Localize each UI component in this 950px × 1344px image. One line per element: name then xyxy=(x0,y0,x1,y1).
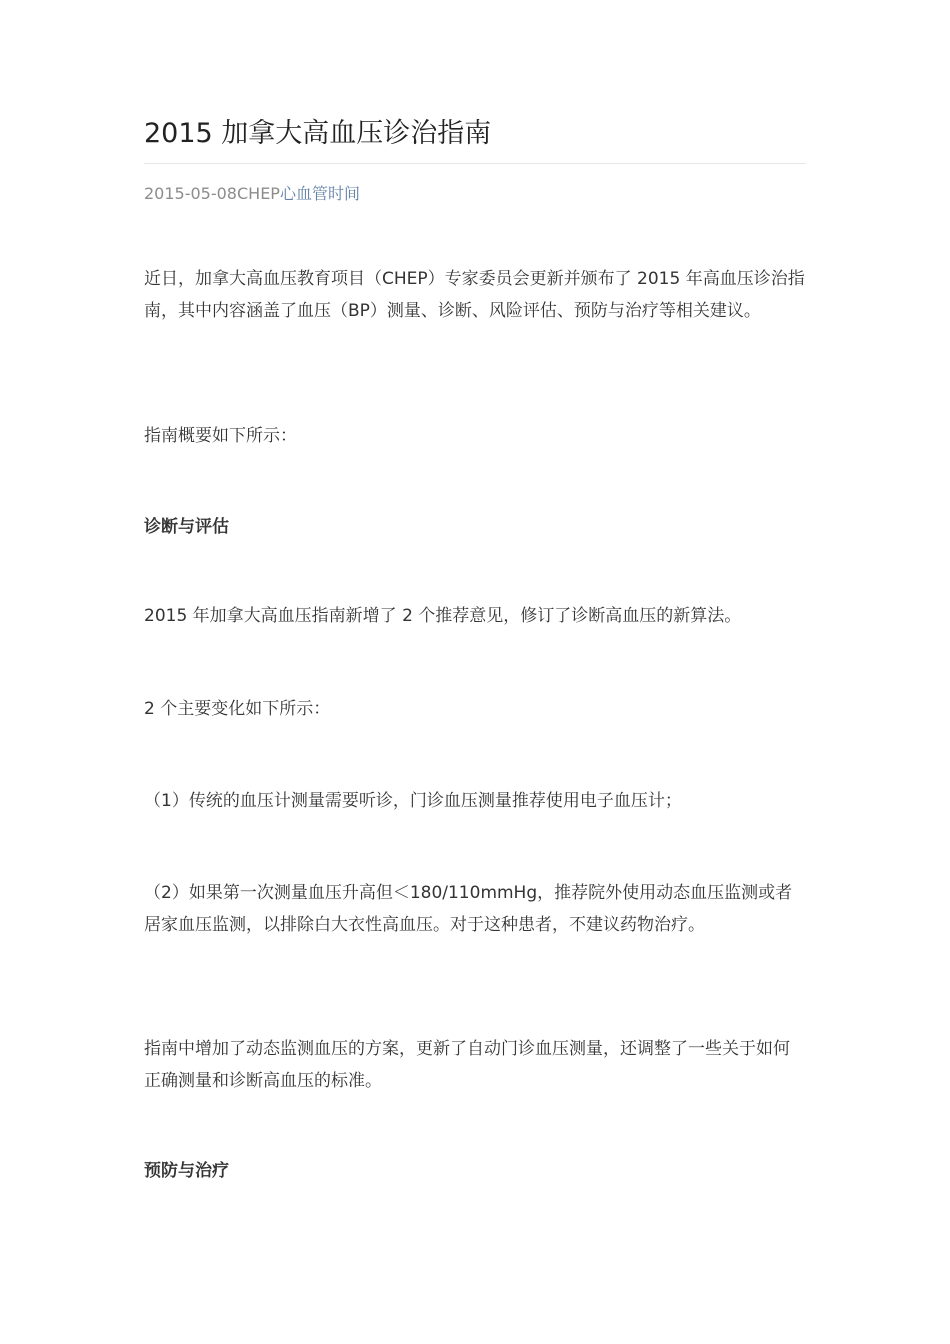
publish-date: 2015-05-08 xyxy=(144,184,237,203)
diagnosis-paragraph: 2015 年加拿大高血压指南新增了 2 个推荐意见，修订了诊断高血压的新算法。 xyxy=(144,606,742,626)
article-meta xyxy=(144,182,360,206)
article-title: 2015 加拿大高血压诊治指南 xyxy=(144,118,492,149)
author: CHEP xyxy=(236,184,280,203)
changes-intro: 2 个主要变化如下所示： xyxy=(144,699,331,719)
guideline-paragraph: 指南中增加了动态监测血压的方案，更新了自动门诊血压测量，还调整了一些关于如何正确测量和诊断高血压的标准。 xyxy=(144,1039,790,1091)
section-heading-diagnosis: 诊断与评估 xyxy=(144,517,229,537)
title-divider xyxy=(144,163,806,164)
intro-paragraph: 近日，加拿大高血压教育项目（CHEP）专家委员会更新并颁布了 2015 年高血压诊治指南，其中内容涵盖了血压（BP）测量、诊断、风险评估、预防与治疗等相关建议。 xyxy=(144,269,805,321)
source-link[interactable]: 心血管时间 xyxy=(279,184,360,203)
summary-intro: 指南概要如下所示： xyxy=(144,426,297,446)
change-item-1: （1）传统的血压计测量需要听诊，门诊血压测量推荐使用电子血压计； xyxy=(144,791,682,811)
change-item-2: （2）如果第一次测量血压升高但＜180/110mmHg，推荐院外使用动态血压监测或者居家血压监测，以排除白大衣性高血压。对于这种患者，不建议药物治疗。 xyxy=(144,883,793,935)
section-heading-prevention: 预防与治疗 xyxy=(144,1161,229,1181)
